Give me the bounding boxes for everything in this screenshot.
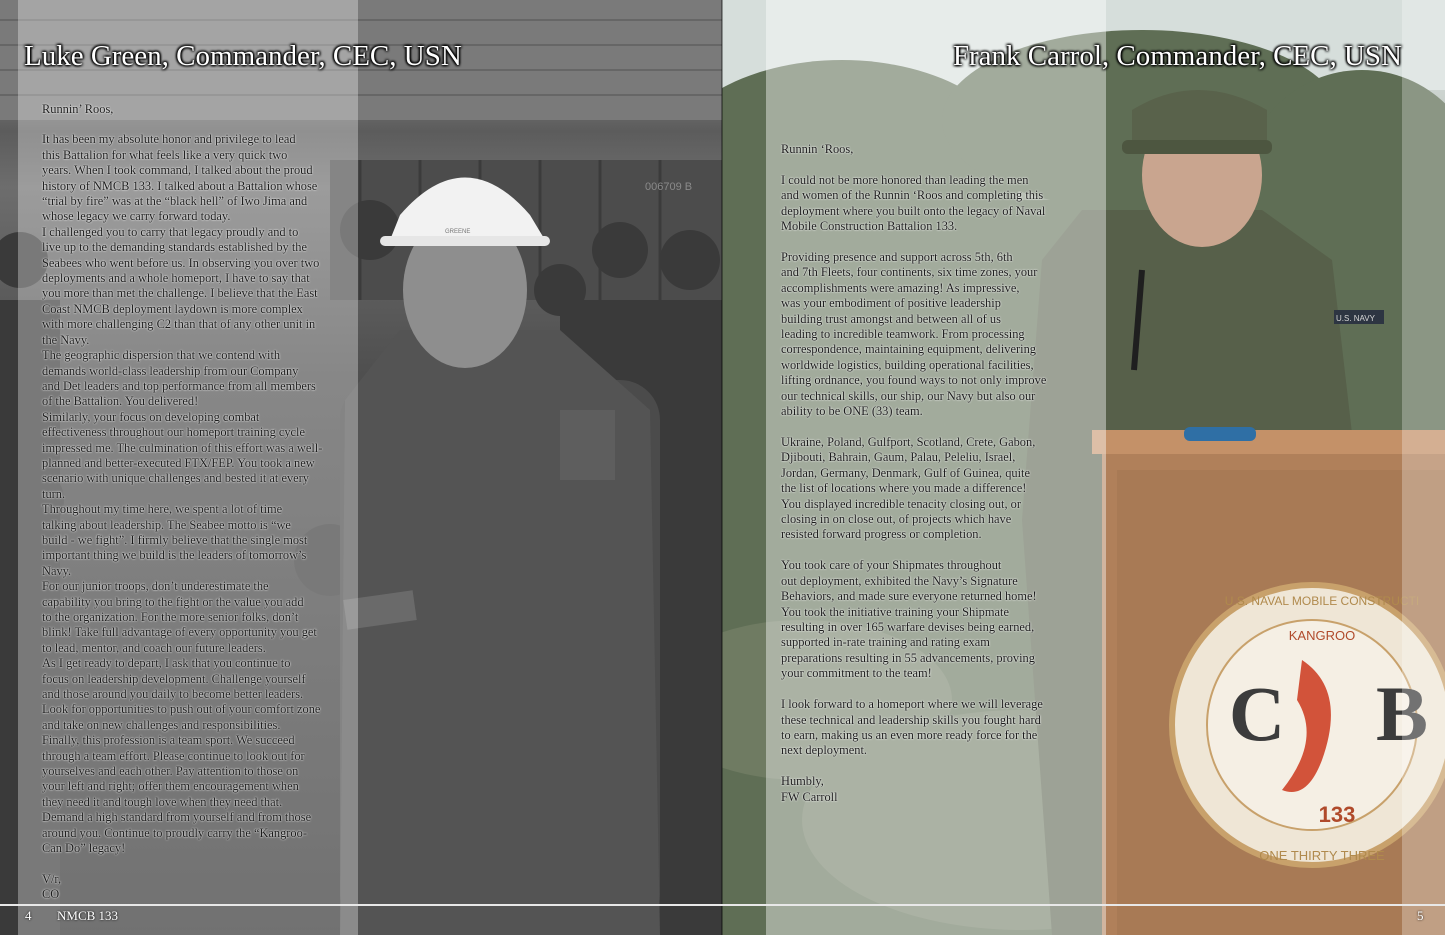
footer-publication-title: NMCB 133 bbox=[57, 908, 119, 923]
left-closing: V/r, bbox=[42, 871, 62, 886]
left-letter-body: It has been my absolute honor and privilege to lead this Battalion for what feels like a very quick two years. When I took command, I talked about the proud history of NMCB 133. I talked about a Battalion whose “trial by fire” was at the “black hell” of Iwo Jima and whose legacy we carry forward today. I challenged you to carry that legacy proudly and to live up to the demanding standards established by the Seabees who went before us. In observing you over two deployments and a whole homeport, I have to say that you more than met the challenge. I believe that the East Coast NMCB deployment laydown is more complex with more challenging C2 than that of any other unit in the Navy. The geographic dispersion that we contend with demands world-class leadership from our Company and Det leaders and top performance from all members of the Battalion. You delivered! Similarly, your focus on developing combat effectiveness throughout our homeport training cycle impressed me. The culmination of this effort was a well- planned and better-executed FTX/FEP. You took a new scenario with unique challenges and bested it at every turn. Throughout my time here, we spent a lot of time talking about leadership. The Seabee motto is “we build - we fight”. I firmly believe that the single most important thing we build is the leaders of tomorrow’s Navy. For our junior troops, don’t underestimate the capability you bring to the fight or the value you add to the organization. For the more senior folks, don’t blink! Take full advantage of every opportunity you get to lead, mentor, and coach our future leaders. As I get ready to depart, I ask that you continue to focus on leadership development. Challenge yourself and those around you daily to become better leaders. Look for opportunities to push out of your comfort zone and take on new challenges and responsibilities. Finally, this profession is a team sport. We succeed through a team effort. Please continue to look out for yourselves and each other. Pay attention to those on your left and right; offer them encouragement when they need it and tough love when they need that. Demand a high standard from yourself and from those around you. Continue to proudly carry the “Kangroo- Can Do” legacy! bbox=[42, 132, 323, 856]
edge-backdrop bbox=[1402, 0, 1445, 935]
left-signature: CO bbox=[42, 886, 60, 901]
page-spine bbox=[721, 0, 723, 935]
right-signature: FW Carroll bbox=[781, 789, 838, 804]
left-page-title: Luke Green, Commander, CEC, USN bbox=[24, 40, 462, 72]
right-salutation: Runnin ‘Roos, bbox=[781, 142, 854, 156]
seal-letter-b: B bbox=[1375, 670, 1429, 757]
right-paragraph-3: Ukraine, Poland, Gulfport, Scotland, Crete, Gabon, Djibouti, Bahrain, Gaum, Palau, Peleliu, Israel, Jordan, Germany, Denmark, Gulf of Guinea, quite the list of locations where you made a difference! You displayed incredible tenacity closing out, or closing in on close out, of projects which have resisted forward progress or completion. bbox=[781, 435, 1036, 542]
right-letter bbox=[781, 142, 1077, 805]
uniform-tape: U.S. NAVY bbox=[1336, 314, 1375, 323]
right-page-number: 5 bbox=[1417, 908, 1424, 923]
helmet-name-tag: GREENE bbox=[445, 229, 471, 235]
seal-number: 133 bbox=[1318, 802, 1356, 827]
right-paragraph-2: Providing presence and support across 5th, 6th and 7th Fleets, four continents, six time zones, your accomplishments were amazing! As impressive, was your embodiment of positive leadership building trust amongst and between all of us leading to incredible teamwork. From processing correspondence, maintaining equipment, delivering worldwide logistics, building operational facilities, lifting ordnance, you found ways to not only improve our technical skills, our ship, our Navy but also our ability to be ONE (33) team. bbox=[781, 250, 1047, 419]
footer-rule bbox=[0, 904, 1445, 906]
seal-kangroo: KANGROO bbox=[1288, 628, 1356, 643]
left-page-number: 4 bbox=[25, 908, 32, 923]
left-letter bbox=[42, 102, 360, 902]
left-salutation: Runnin’ Roos, bbox=[42, 102, 114, 116]
seal-top-text: U.S. NAVAL MOBILE CONSTRUCTI bbox=[1224, 594, 1420, 608]
right-paragraph-5: I look forward to a homeport where we will leverage these technical and leadership skills you fought hard to earn, making us an even more ready force for the next deployment. bbox=[781, 697, 1043, 758]
seal-letter-c: C bbox=[1228, 670, 1286, 757]
right-paragraph-4: You took care of your Shipmates throughout out deployment, exhibited the Navy’s Signature Behaviors, and made sure everyone returned home! You took the initiative training your Shipmate resulting in over 165 warfare devises being earned, supported in-rate training and rating exam preparations resulting in 55 advancements, proving your commitment to the team! bbox=[781, 558, 1037, 681]
right-closing: Humbly, bbox=[781, 774, 824, 789]
right-paragraph-1: I could not be more honored than leading the men and women of the Runnin ‘Roos and completing this deployment where you built onto the legacy of Naval Mobile Construction Battalion 133. bbox=[781, 172, 1046, 234]
seal-bottom-text: ONE THIRTY THREE bbox=[1259, 848, 1385, 863]
container-code: 006709 B bbox=[645, 181, 693, 193]
right-page-title: Frank Carrol, Commander, CEC, USN bbox=[952, 40, 1402, 72]
